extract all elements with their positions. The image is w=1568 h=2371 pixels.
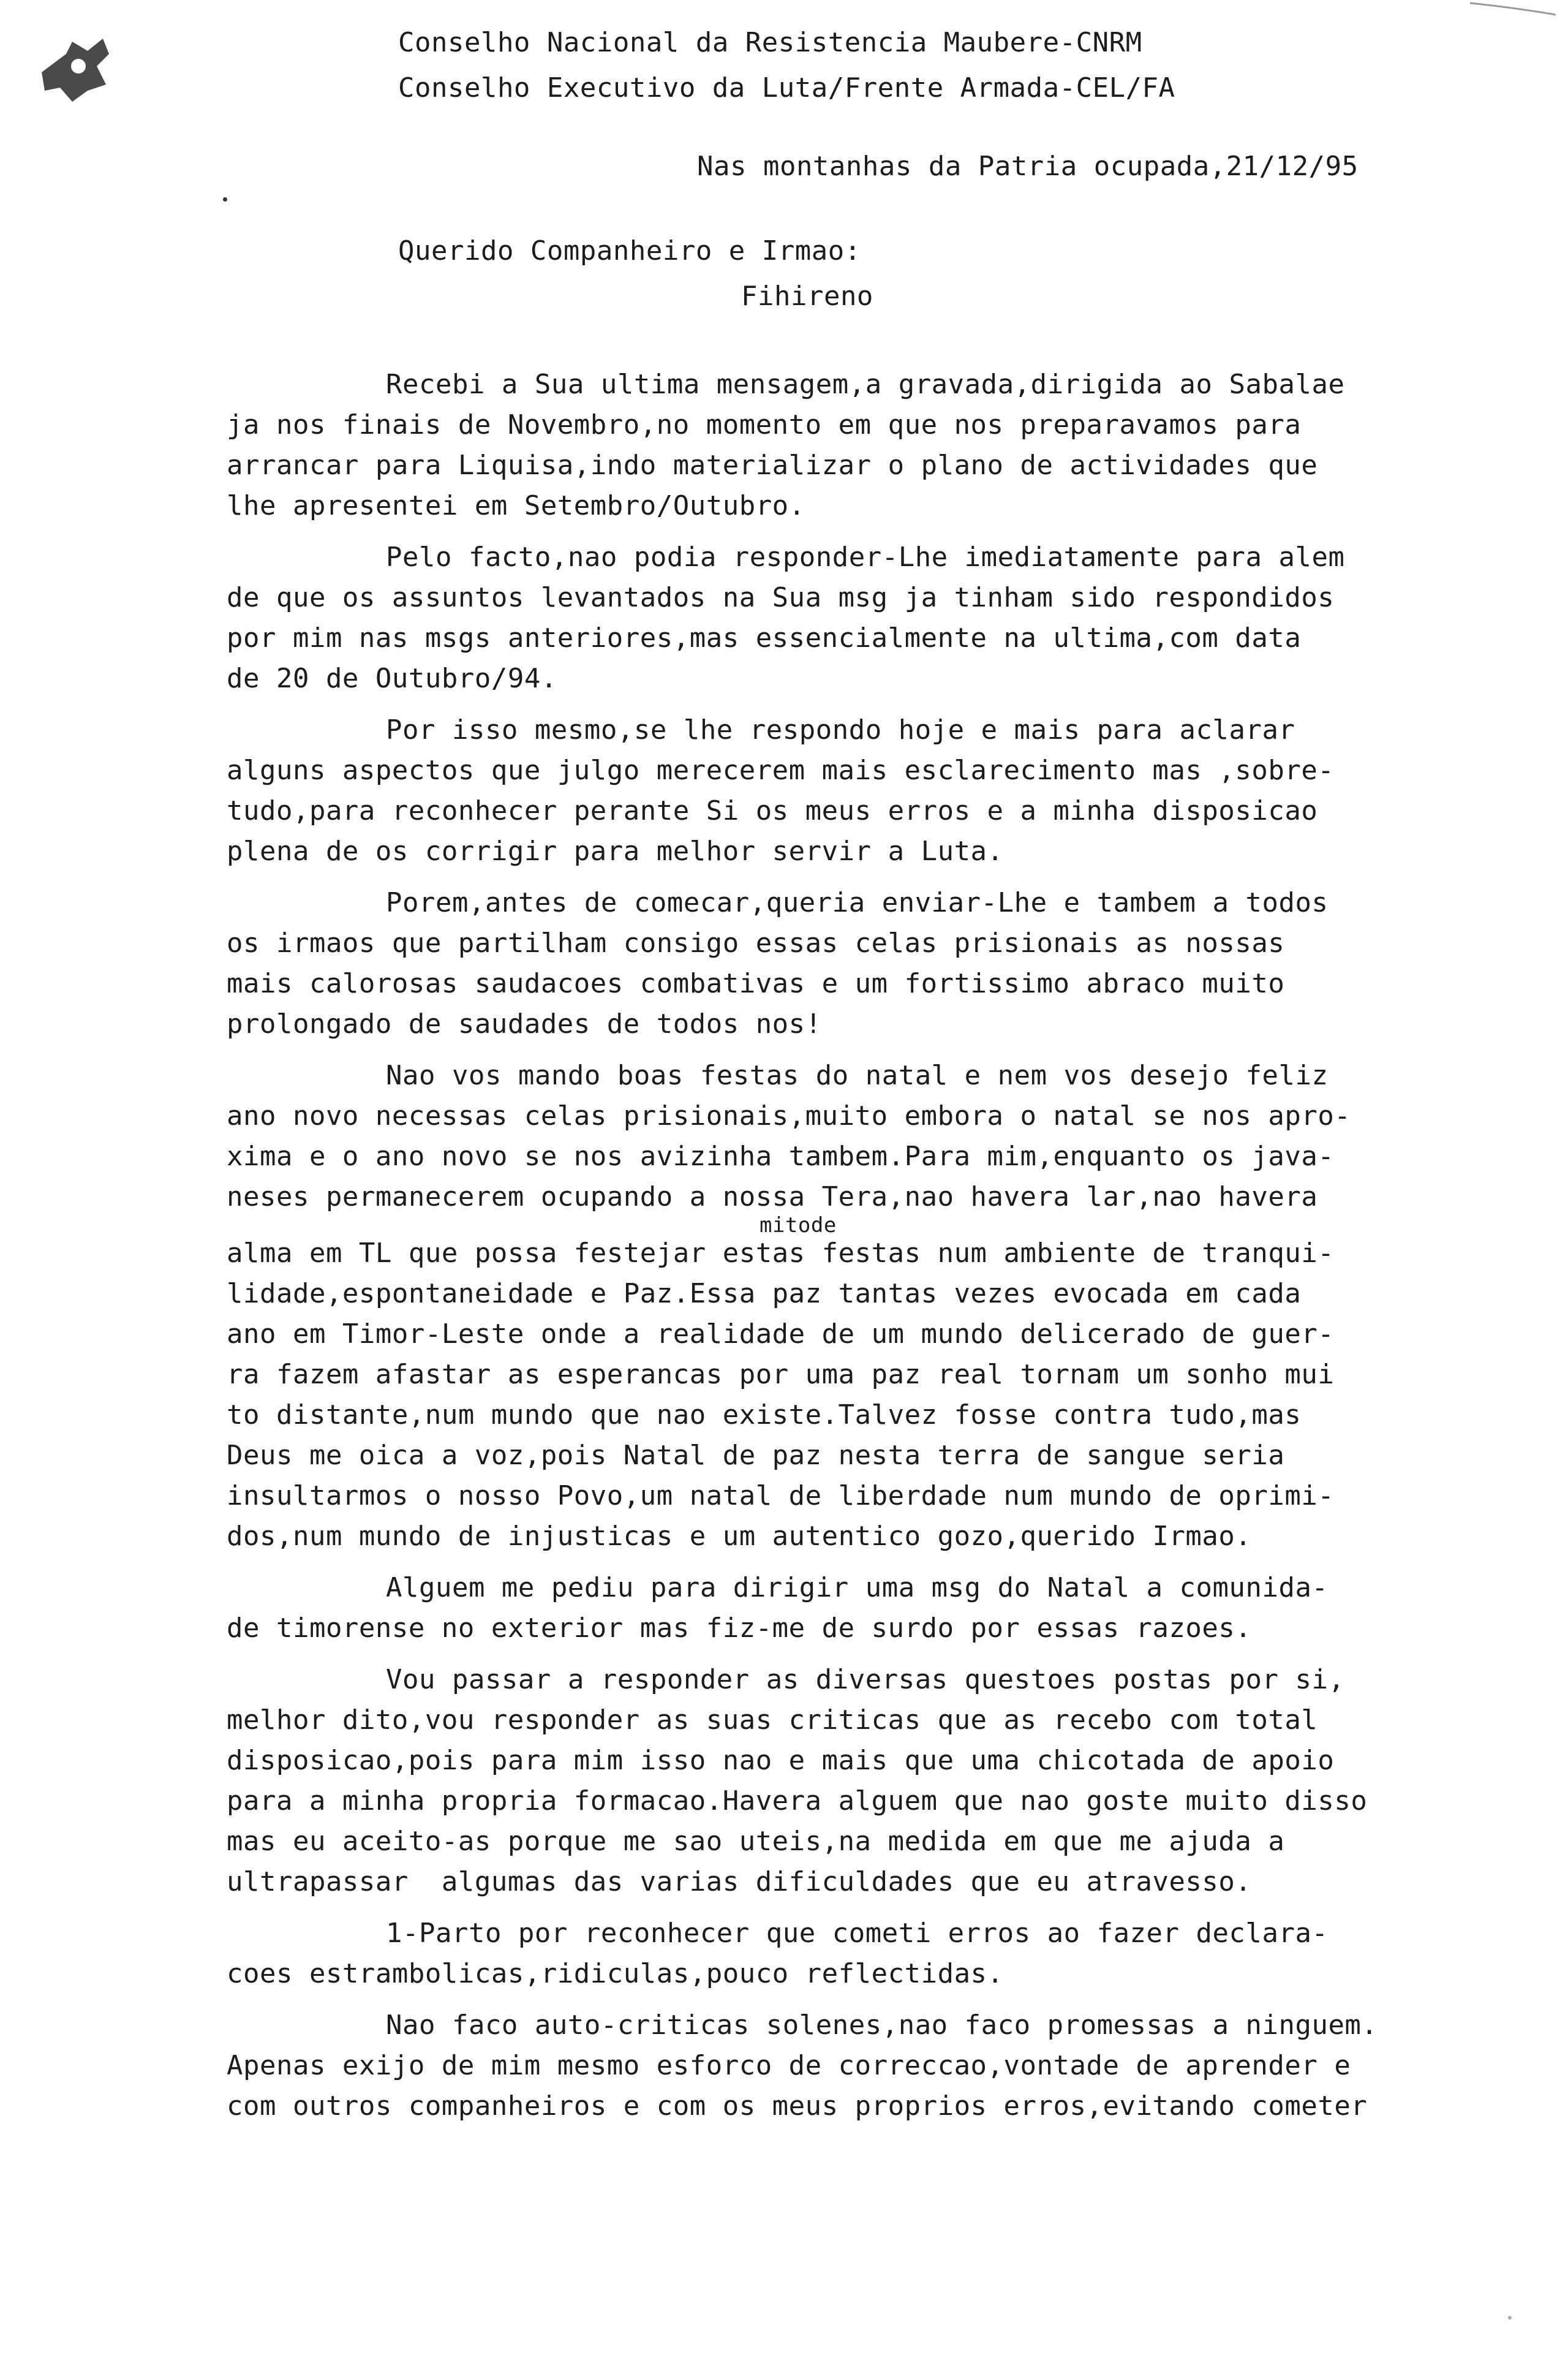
body-line: lidade,espontaneidade e Paz.Essa paz tantas vezes evocada em cada bbox=[227, 1278, 1302, 1309]
body-line: tudo,para reconhecer perante Si os meus erros e a minha disposicao bbox=[227, 795, 1318, 826]
body-line: ja nos finais de Novembro,no momento em que nos preparavamos para bbox=[227, 409, 1302, 441]
body-line: Nao faco auto-criticas solenes,nao faco promessas a ninguem. bbox=[386, 2010, 1378, 2041]
body-line: por mim nas msgs anteriores,mas essencialmente na ultima,com data bbox=[227, 622, 1302, 654]
body-line: ra fazem afastar as esperancas por uma paz real tornam um sonho mui bbox=[227, 1359, 1335, 1390]
body-line: Por isso mesmo,se lhe respondo hoje e mais para aclarar bbox=[386, 714, 1295, 746]
corner-smudge bbox=[1470, 0, 1556, 18]
ink-speck bbox=[1508, 2316, 1512, 2320]
body-line: Deus me oica a voz,pois Natal de paz nesta terra de sangue seria bbox=[227, 1440, 1285, 1471]
body-line: de 20 de Outubro/94. bbox=[227, 663, 557, 694]
body-line: ano novo necessas celas prisionais,muito embora o natal se nos apro- bbox=[227, 1100, 1351, 1132]
body-line: dos,num mundo de injusticas e um autentico gozo,querido Irmao. bbox=[227, 1521, 1252, 1552]
ink-speck bbox=[223, 197, 227, 202]
body-line: neses permanecerem ocupando a nossa Tera,nao havera lar,nao havera bbox=[227, 1181, 1318, 1212]
body-line: alguns aspectos que julgo merecerem mais esclarecimento mas ,sobre- bbox=[227, 755, 1335, 786]
body-line: ano em Timor-Leste onde a realidade de um mundo delicerado de guer- bbox=[227, 1318, 1335, 1350]
body-line: Apenas exijo de mim mesmo esforco de correccao,vontade de aprender e bbox=[227, 2050, 1351, 2081]
body-line: disposicao,pois para mim isso nao e mais que uma chicotada de apoio bbox=[227, 1745, 1335, 1776]
body-line: arrancar para Liquisa,indo materializar o plano de actividades que bbox=[227, 450, 1318, 481]
body-line: de que os assuntos levantados na Sua msg ja tinham sido respondidos bbox=[227, 582, 1335, 613]
salutation-addressee: Fihireno bbox=[741, 281, 873, 312]
organization-header-line-1: Conselho Nacional da Resistencia Maubere-CNRM bbox=[398, 27, 1142, 58]
body-line: alma em TL que possa festejar estas festas num ambiente de tranqui- bbox=[227, 1238, 1335, 1269]
organization-header-line-2: Conselho Executivo da Luta/Frente Armada-CEL/FA bbox=[398, 72, 1175, 104]
body-line: melhor dito,vou responder as suas criticas que as recebo com total bbox=[227, 1704, 1318, 1736]
body-line: com outros companheiros e com os meus proprios erros,evitando cometer bbox=[227, 2090, 1368, 2122]
body-line: Alguem me pediu para dirigir uma msg do Natal a comunida- bbox=[386, 1572, 1329, 1603]
body-line: insultarmos o nosso Povo,um natal de liberdade num mundo de oprimi- bbox=[227, 1480, 1335, 1511]
body-line: plena de os corrigir para melhor servir a Luta. bbox=[227, 836, 1004, 867]
body-line: ultrapassar algumas das varias dificuldades que eu atravesso. bbox=[227, 1866, 1252, 1897]
body-line: mas eu aceito-as porque me sao uteis,na medida em que me ajuda a bbox=[227, 1826, 1285, 1857]
salutation-greeting: Querido Companheiro e Irmao: bbox=[398, 235, 861, 267]
body-line: lhe apresentei em Setembro/Outubro. bbox=[227, 490, 805, 521]
body-line: Pelo facto,nao podia responder-Lhe imediatamente para alem bbox=[386, 542, 1345, 573]
body-line: Recebi a Sua ultima mensagem,a gravada,dirigida ao Sabalae bbox=[386, 369, 1345, 400]
body-line: mais calorosas saudacoes combativas e um fortissimo abraco muito bbox=[227, 968, 1285, 999]
body-line: to distante,num mundo que nao existe.Talvez fosse contra tudo,mas bbox=[227, 1399, 1302, 1431]
body-line: coes estrambolicas,ridiculas,pouco reflectidas. bbox=[227, 1958, 1004, 1989]
body-line: de timorense no exterior mas fiz-me de surdo por essas razoes. bbox=[227, 1613, 1252, 1644]
place-date-line: Nas montanhas da Patria ocupada,21/12/95 bbox=[697, 151, 1359, 182]
body-line: Porem,antes de comecar,queria enviar-Lhe e tambem a todos bbox=[386, 887, 1329, 918]
body-line: os irmaos que partilham consigo essas celas prisionais as nossas bbox=[227, 928, 1285, 959]
interlinear-typed-note: mitode bbox=[760, 1213, 837, 1238]
body-line: para a minha propria formacao.Havera alguem que nao goste muito disso bbox=[227, 1785, 1368, 1817]
body-line: Vou passar a responder as diversas questoes postas por si, bbox=[386, 1664, 1345, 1695]
faded-emblem-mark bbox=[29, 29, 121, 109]
body-line: Nao vos mando boas festas do natal e nem vos desejo feliz bbox=[386, 1060, 1329, 1091]
body-line: xima e o ano novo se nos avizinha tambem.Para mim,enquanto os java- bbox=[227, 1141, 1335, 1172]
body-line: 1-Parto por reconhecer que cometi erros ao fazer declara- bbox=[386, 1918, 1329, 1949]
body-line: prolongado de saudades de todos nos! bbox=[227, 1008, 822, 1040]
